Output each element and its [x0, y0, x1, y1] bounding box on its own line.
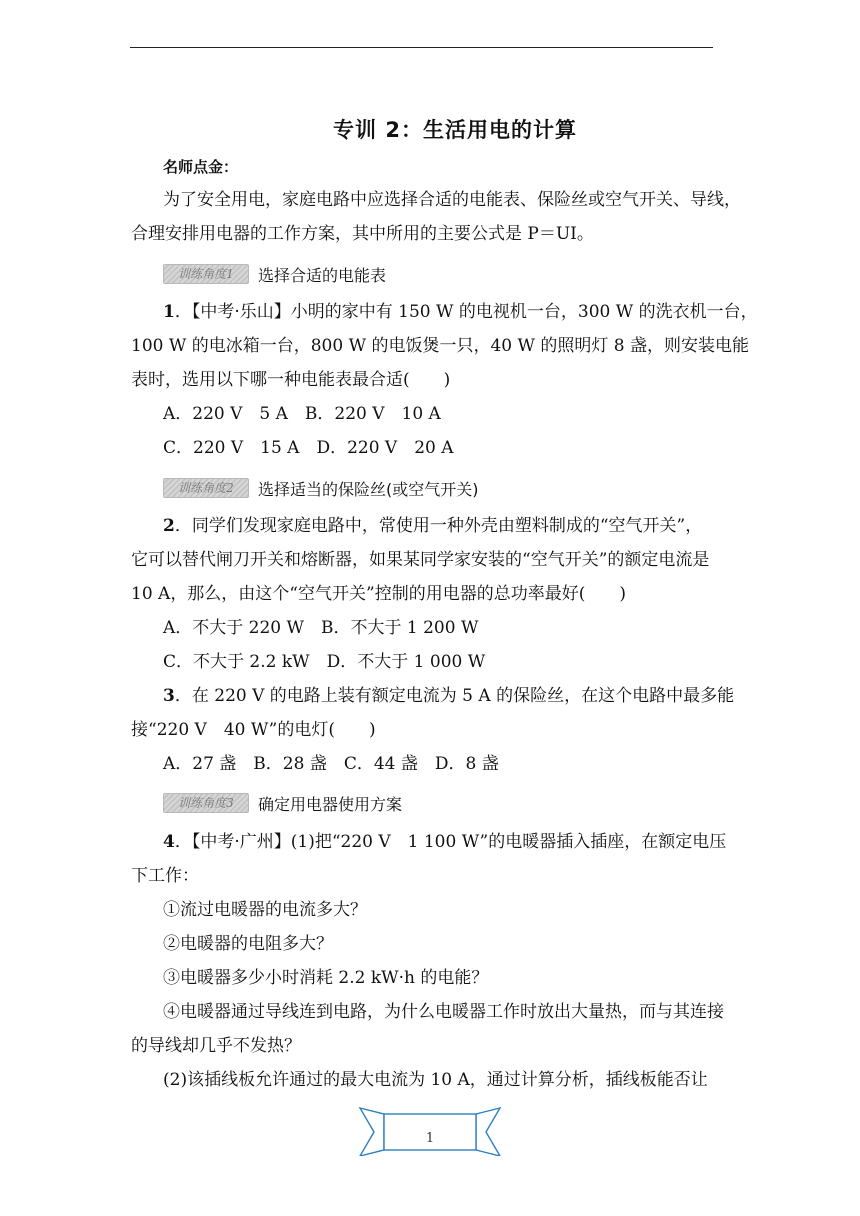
q4-sub-4-line-1: ④电暖器通过导线连到电路，为什么电暖器工作时放出大量热，而与其连接 — [163, 1002, 724, 1022]
q4-line-1 — [163, 831, 726, 853]
q1-line-2: 100 W 的电冰箱一台，800 W 的电饭煲一只，40 W 的照明灯 8 盏，则安装电能 — [131, 336, 749, 356]
question-number: 4 — [163, 832, 175, 852]
header-rule — [130, 47, 713, 48]
q2-line-1 — [163, 515, 702, 537]
q2-text: ．同学们发现家庭电路中，常使用一种外壳由塑料制成的“空气开关”， — [174, 516, 703, 536]
q4-sub-4-line-2: 的导线却几乎不发热？ — [131, 1036, 301, 1056]
q4-sub-1: ①流过电暖器的电流多大？ — [163, 900, 367, 920]
q4-line-2: 下工作： — [131, 866, 199, 886]
intro-line-1: 为了安全用电，家庭电路中应选择合适的电能表、保险丝或空气开关、导线， — [163, 190, 741, 210]
q3-line-2: 接“220 V 40 W”的电灯( ) — [131, 720, 376, 740]
section-title: 选择合适的电能表 — [258, 265, 387, 285]
q4-part-2: (2)该插线板允许通过的最大电流为 10 A，通过计算分析，插线板能否让 — [163, 1070, 708, 1090]
q1-line-3: 表时，选用以下哪一种电能表最合适( ) — [131, 370, 451, 390]
q2-options-ab: A．不大于 220 W B．不大于 1 200 W — [163, 618, 479, 638]
q3-text: ．在 220 V 的电路上装有额定电流为 5 A 的保险丝，在这个电路中最多能 — [174, 686, 735, 706]
q2-line-2: 它可以替代闸刀开关和熔断器，如果某同学家安装的“空气开关”的额定电流是 — [131, 550, 710, 570]
section-title: 确定用电器使用方案 — [258, 794, 403, 814]
section-tag: 训练角度3 — [163, 793, 249, 813]
section-tag: 训练角度1 — [163, 264, 249, 284]
q1-line-1 — [163, 301, 758, 323]
intro-label: 名师点金： — [163, 158, 239, 176]
q1-options-cd: C．220 V 15 A D．220 V 20 A — [163, 438, 454, 458]
q2-options-cd: C．不大于 2.2 kW D．不大于 1 000 W — [163, 652, 486, 672]
q4-sub-2: ②电暖器的电阻多大？ — [163, 934, 333, 954]
section-heading-3 — [163, 791, 402, 815]
q4-sub-3: ③电暖器多少小时消耗 2.2 kW·h 的电能？ — [163, 968, 489, 988]
q2-line-3: 10 A，那么，由这个“空气开关”控制的用电器的总功率最好( ) — [131, 584, 626, 604]
section-heading-2 — [163, 476, 479, 500]
q3-options: A．27 盏 B．28 盏 C．44 盏 D．8 盏 — [163, 754, 499, 774]
q3-line-1 — [163, 685, 734, 707]
section-heading-1 — [163, 262, 386, 286]
section-title: 选择适当的保险丝(或空气开关) — [258, 479, 479, 499]
page-number: 1 — [425, 1131, 435, 1146]
question-number: 3 — [163, 686, 175, 706]
q1-text: ．【中考·乐山】小明的家中有 150 W 的电视机一台，300 W 的洗衣机一台， — [174, 302, 758, 322]
intro-line-2: 合理安排用电器的工作方案，其中所用的主要公式是 P＝UI。 — [131, 224, 594, 244]
question-number: 1 — [163, 302, 175, 322]
question-number: 2 — [163, 516, 175, 536]
page-title: 专训 2：生活用电的计算 — [333, 118, 577, 142]
q4-text: ．【中考·广州】(1)把“220 V 1 100 W”的电暖器插入插座，在额定电压 — [174, 832, 727, 852]
q1-options-ab: A．220 V 5 A B．220 V 10 A — [163, 404, 441, 424]
section-tag: 训练角度2 — [163, 478, 249, 498]
